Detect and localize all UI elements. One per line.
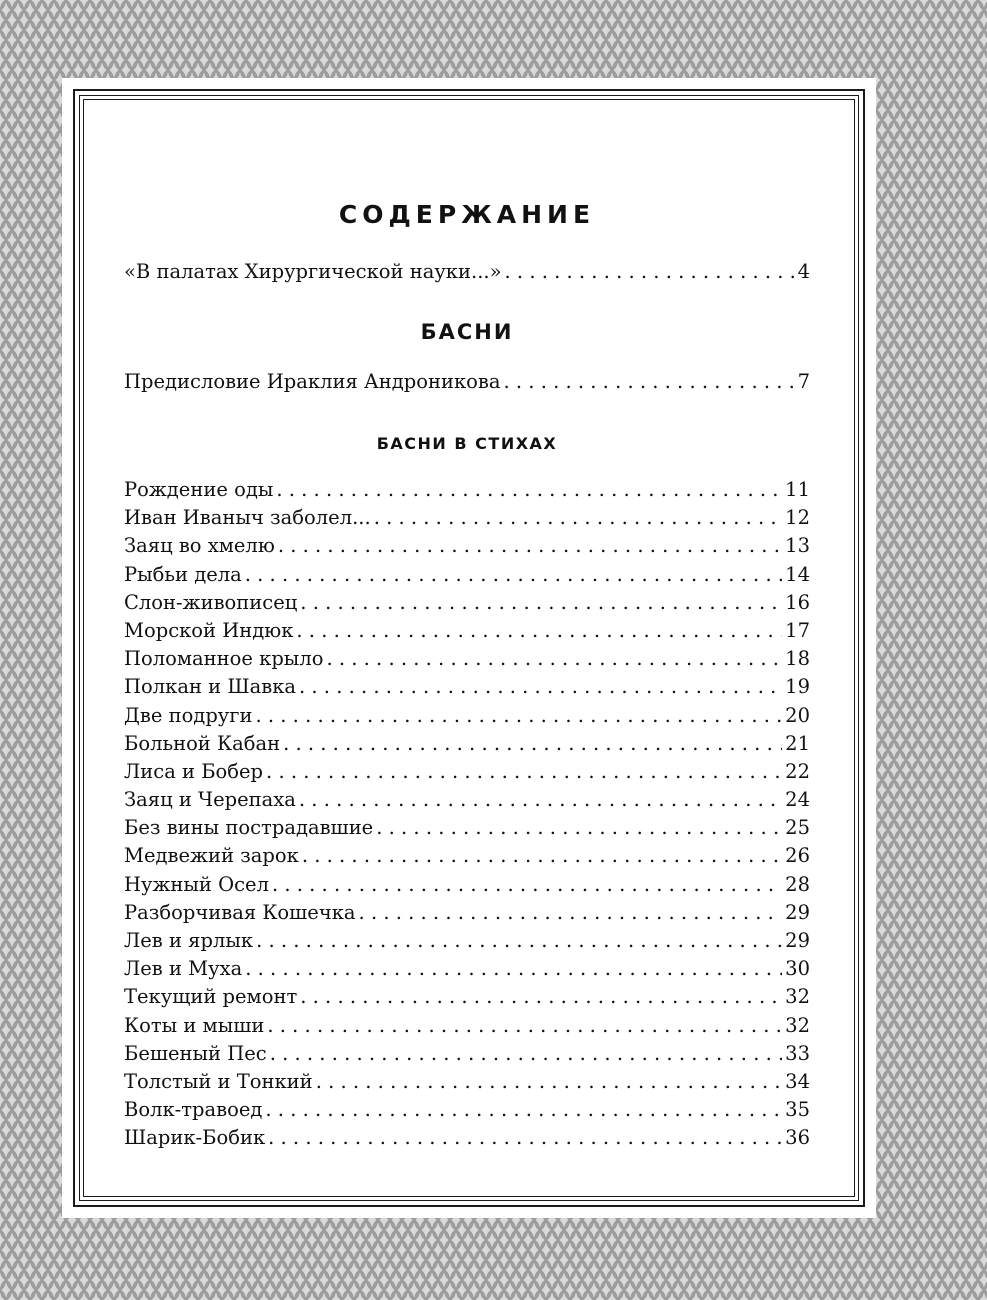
dot-leader — [265, 1096, 782, 1124]
dot-leader — [299, 673, 782, 701]
toc-list — [124, 476, 810, 1153]
dot-leader — [276, 476, 782, 504]
toc-entry-page: 4 — [797, 260, 810, 283]
dot-leader — [300, 983, 782, 1011]
toc-entry-title: Без вины пострадавшие — [124, 816, 374, 840]
dot-leader — [505, 258, 795, 286]
dot-leader — [270, 1040, 782, 1068]
toc-entry[interactable] — [124, 1124, 810, 1152]
toc-entry-page: 33 — [785, 1041, 810, 1065]
dot-leader — [359, 899, 783, 927]
section-heading: БАСНИ — [420, 320, 514, 344]
toc-entry-title: Морской Индюк — [124, 618, 294, 642]
toc-entry-page: 7 — [797, 370, 810, 393]
dot-leader — [245, 561, 782, 589]
toc-entry-title: Медвежий зарок — [124, 844, 299, 868]
toc-entry[interactable] — [124, 758, 810, 786]
toc-entry-page: 14 — [785, 562, 810, 586]
toc-entry-page: 29 — [785, 929, 810, 952]
toc-entry-title: Разборчивая Кошечка — [124, 900, 356, 924]
toc-entry-title: Полкан и Шавка — [124, 675, 297, 699]
toc-entry[interactable] — [124, 842, 810, 870]
toc-entry-page: 18 — [785, 647, 810, 671]
toc-entry-title: Предисловие Ираклия Андроникова — [124, 370, 501, 393]
toc-entry[interactable] — [124, 730, 810, 758]
dot-leader — [326, 645, 782, 673]
dot-leader — [267, 1012, 782, 1040]
toc-entry-page: 17 — [785, 618, 810, 642]
toc-entry-title: Лев и ярлык — [124, 929, 254, 952]
contents-heading: СОДЕРЖАНИЕ — [338, 200, 596, 229]
toc-entry-title: Заяц и Черепаха — [124, 788, 296, 812]
toc-entry-title: Рыбьи дела — [124, 562, 242, 586]
toc-entry[interactable] — [124, 617, 810, 645]
toc-entry-title: Волк-травоед — [124, 1098, 263, 1122]
toc-entry[interactable] — [124, 702, 810, 730]
toc-entry[interactable] — [124, 673, 810, 701]
toc-entry[interactable] — [124, 589, 810, 617]
toc-entry[interactable] — [124, 476, 810, 504]
toc-entry-title: Заяц во хмелю — [124, 534, 275, 558]
toc-entry-page: 11 — [785, 478, 810, 501]
toc-entry[interactable] — [124, 871, 810, 899]
subsection-heading: БАСНИ В СТИХАХ — [376, 434, 558, 453]
toc-entry-page: 29 — [785, 900, 810, 924]
toc-entry[interactable] — [124, 1068, 810, 1096]
toc-entry-page: 34 — [785, 1069, 810, 1093]
dot-leader — [256, 927, 782, 955]
toc-entry-title: Больной Кабан — [124, 731, 281, 755]
toc-entry-title: Рождение оды — [124, 478, 274, 501]
toc-entry-title: Шарик-Бобик — [124, 1126, 266, 1150]
toc-entry-title: Две подруги — [124, 703, 253, 727]
toc-entry-page: 25 — [785, 816, 810, 840]
dot-leader — [278, 532, 782, 560]
toc-entry-page: 26 — [785, 844, 810, 868]
dot-leader — [374, 504, 782, 532]
dot-leader — [272, 871, 782, 899]
toc-entry[interactable] — [124, 504, 810, 532]
toc-entry-page: 24 — [785, 788, 810, 812]
toc-entry-title: Толстый и Тонкий — [124, 1069, 313, 1093]
book-page — [62, 78, 876, 1218]
toc-entry-page: 22 — [785, 759, 810, 783]
toc-entry-page: 36 — [785, 1126, 810, 1150]
toc-entry-page: 32 — [785, 1013, 810, 1037]
dot-leader — [268, 1124, 782, 1152]
dot-leader — [266, 758, 782, 786]
dot-leader — [296, 617, 782, 645]
toc-entry-title: Коты и мыши — [124, 1013, 265, 1037]
toc-entry-page: 28 — [785, 872, 810, 896]
toc-entry-page: 19 — [785, 675, 810, 699]
toc-entry[interactable] — [124, 1012, 810, 1040]
dot-leader — [300, 589, 782, 617]
toc-entry-page: 16 — [785, 590, 810, 614]
toc-entry-page: 13 — [785, 534, 810, 558]
toc-entry-title: «В палатах Хирургической науки...» — [124, 260, 502, 283]
toc-entry-preface[interactable] — [124, 368, 810, 396]
toc-entry[interactable] — [124, 814, 810, 842]
toc-entry-title: Иван Иваныч заболел... — [124, 506, 371, 530]
toc-entry-title: Поломанное крыло — [124, 647, 324, 671]
toc-entry[interactable] — [124, 561, 810, 589]
toc-entry[interactable] — [124, 1096, 810, 1124]
toc-entry-title: Нужный Осел — [124, 872, 269, 896]
dot-leader — [504, 368, 795, 396]
toc-entry-page: 21 — [785, 731, 810, 755]
toc-entry[interactable] — [124, 786, 810, 814]
dot-leader — [245, 955, 782, 983]
toc-entry-title: Лев и Муха — [124, 957, 243, 981]
toc-entry-page: 20 — [785, 703, 810, 727]
dot-leader — [299, 786, 782, 814]
dot-leader — [376, 814, 782, 842]
toc-entry-page: 35 — [785, 1098, 810, 1122]
toc-entry-title: Слон-живописец — [124, 590, 298, 614]
toc-entry[interactable] — [124, 899, 810, 927]
dot-leader — [283, 730, 782, 758]
toc-entry-page: 12 — [785, 506, 810, 530]
toc-entry[interactable] — [124, 955, 810, 983]
dot-leader — [255, 702, 782, 730]
toc-entry-title: Текущий ремонт — [124, 985, 298, 1009]
toc-entry[interactable] — [124, 927, 810, 955]
toc-entry-title: Бешеный Пес — [124, 1041, 267, 1065]
toc-entry-page: 30 — [785, 957, 810, 981]
toc-entry-title: Лиса и Бобер — [124, 759, 264, 783]
toc-entry-intro[interactable] — [124, 258, 810, 286]
toc-entry[interactable] — [124, 983, 810, 1011]
dot-leader — [302, 842, 782, 870]
toc-entry[interactable] — [124, 1040, 810, 1068]
toc-entry[interactable] — [124, 645, 810, 673]
toc-entry[interactable] — [124, 532, 810, 560]
dot-leader — [316, 1068, 782, 1096]
toc-entry-page: 32 — [785, 985, 810, 1009]
